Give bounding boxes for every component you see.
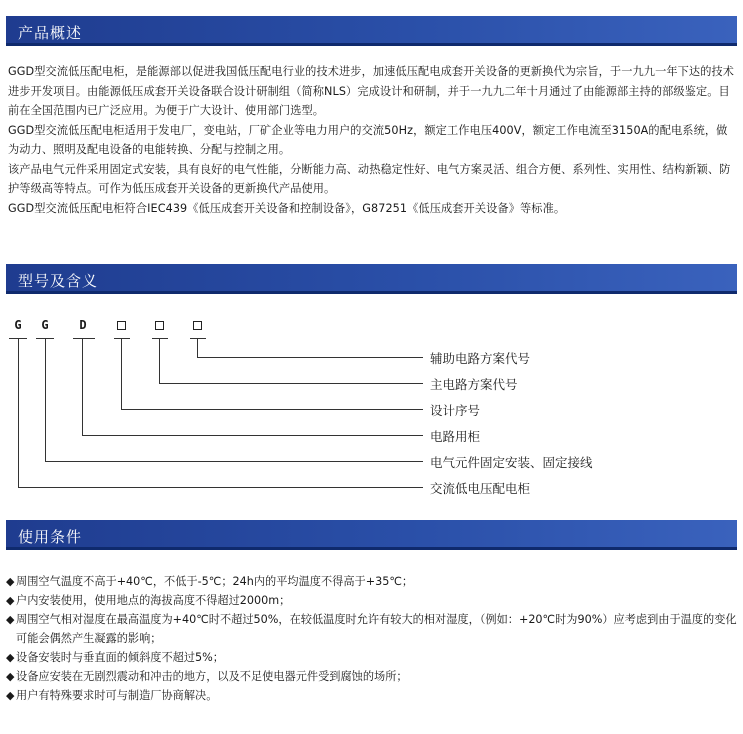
leader-line: [121, 409, 423, 410]
overview-paragraph: GGD型交流低压配电柜符合IEC439《低压成套开关设备和控制设备》，G87251《低压成套开关设备》等标准。: [8, 201, 566, 215]
code-placeholder-box-2: [155, 321, 164, 330]
section-title-model: 型号及含义: [18, 272, 99, 290]
section-title-overview: 产品概述: [18, 24, 83, 42]
condition-text: 设备安装时与垂直面的倾斜度不超过5%；: [16, 651, 224, 664]
list-item: [6, 648, 738, 667]
section-header-model: [6, 264, 737, 294]
code-placeholder-box-3: [193, 321, 202, 330]
leader-line: [18, 487, 423, 488]
condition-text: 设备应安装在无剧烈震动和冲击的地方，以及不足使电器元件受到腐蚀的场所；: [16, 670, 408, 683]
condition-text: 户内安装使用，使用地点的海拔高度不得超过2000m；: [16, 594, 291, 607]
legend-circuit-cabinet: 电路用柜: [430, 429, 481, 444]
leader-line: [82, 339, 83, 436]
overview-text: [8, 62, 736, 218]
legend-design-serial: 设计序号: [430, 403, 481, 418]
underline: [73, 338, 95, 339]
leader-line: [121, 339, 122, 410]
leader-line: [82, 435, 423, 436]
legend-fixed-installation: 电气元件固定安装、固定接线: [430, 455, 593, 470]
leader-line: [18, 339, 19, 488]
section-header-overview: [6, 16, 737, 46]
list-item: [6, 686, 738, 705]
leader-line: [197, 339, 198, 358]
bullet-icon: ◆: [6, 689, 15, 702]
code-letter-g1: G: [14, 318, 22, 332]
condition-text: 用户有特殊要求时可与制造厂协商解决。: [16, 689, 218, 702]
overview-paragraph: 该产品电气元件采用固定式安装，具有良好的电气性能，分断能力高、动热稳定性好、电气方案灵活、组合方便、系列性、实用性、结构新颖、防护等级高等特点。可作为低压成套开关设备的更新换代产品使用。: [8, 162, 731, 195]
code-placeholder-box-1: [117, 321, 126, 330]
condition-text: 周围空气温度不高于+40℃，不低于-5℃；24h内的平均温度不得高于+35℃；: [16, 575, 414, 588]
bullet-icon: ◆: [6, 575, 15, 588]
list-item: [6, 667, 738, 686]
legend-aux-circuit-code: 辅助电路方案代号: [430, 351, 531, 366]
bullet-icon: ◆: [6, 651, 15, 664]
conditions-list: [6, 572, 738, 705]
bullet-icon: ◆: [6, 594, 15, 607]
section-header-conditions: [6, 520, 737, 550]
leader-line: [197, 357, 423, 358]
legend-ac-lv-cabinet: 交流低电压配电柜: [430, 481, 531, 496]
overview-paragraph: GGD型交流低压配电柜适用于发电厂，变电站，厂矿企业等电力用户的交流50Hz，额定工作电压400V，额定工作电流至3150A的配电系统，做为动力、照明及配电设备的电能转换、分配与控制之用。: [8, 123, 728, 156]
overview-paragraph: GGD型交流低压配电柜，是能源部以促进我国低压配电行业的技术进步，加速低压配电成套开关设备的更新换代为宗旨，于一九九一年下达的技术进步开发项目。由能源低压成套开关设备联合设计研制组（简称NLS）完成设计和研制，并于一九九二年十月通过了由能源部主持的部级鉴定。目前在全国范围内已广泛应用。为便于广大设计、使用部门选型。: [8, 65, 735, 117]
legend-main-circuit-code: 主电路方案代号: [430, 377, 518, 392]
leader-line: [159, 383, 423, 384]
list-item: [6, 591, 738, 610]
condition-text: 周围空气相对湿度在最高温度为+40℃时不超过50%，在较低温度时允许有较大的相对湿度，（例如：+20℃时为90%）应考虑到由于温度的变化可能会偶然产生凝露的影响；: [16, 613, 737, 645]
list-item: [6, 610, 738, 648]
leader-line: [45, 461, 423, 462]
leader-line: [159, 339, 160, 384]
bullet-icon: ◆: [6, 613, 15, 626]
leader-line: [45, 339, 46, 462]
bullet-icon: ◆: [6, 670, 15, 683]
code-letter-d: D: [79, 318, 87, 332]
code-letter-g2: G: [41, 318, 49, 332]
list-item: [6, 572, 738, 591]
section-title-conditions: 使用条件: [18, 528, 83, 546]
